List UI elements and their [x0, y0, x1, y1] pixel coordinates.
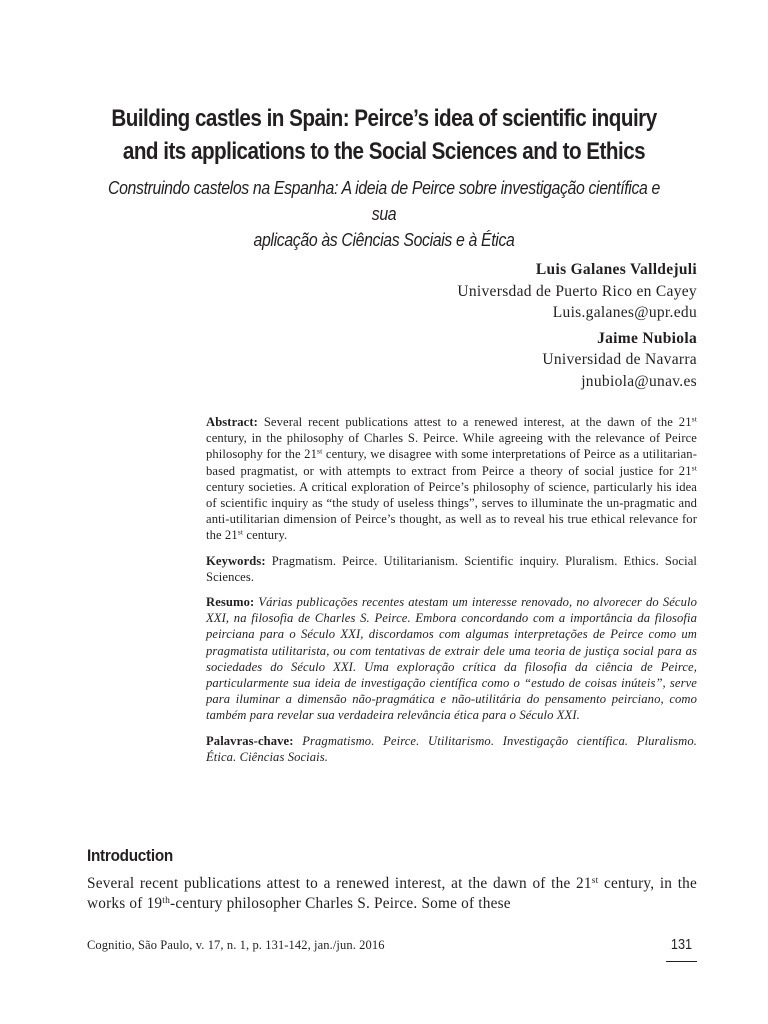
page-number: 131 — [670, 936, 693, 953]
palavras-chave-text: Pragmatismo. Peirce. Utilitarismo. Investigação científica. Pluralismo. Ética. Ciências Sociais. — [206, 733, 697, 764]
resumo-paragraph — [206, 594, 697, 724]
superscript: th — [162, 895, 171, 906]
keywords-text: Pragmatism. Peirce. Utilitarianism. Scientific inquiry. Pluralism. Ethics. Social Sciences. — [206, 553, 697, 584]
superscript: st — [237, 528, 244, 538]
abstract-text: century. — [243, 528, 288, 543]
page-number-rule — [666, 961, 697, 962]
abstract-section — [206, 414, 697, 765]
author-email[interactable]: jnubiola@unav.es — [581, 372, 697, 390]
article-title — [105, 102, 662, 168]
resumo-text: Várias publicações recentes atestam um interesse renovado, no alvorecer do Século XXI, na filosofia de Charles S. Peirce. Embora concordando com a importância da filosofia peirciana para o Século XXI, discordamos com algumas interpretações de Peirce como um pragmatista utilitarista, ou com tentativas de extrair dele uma teoria de justiça social para as sociedades do Século XXI. Uma exploração crítica da filosofia da ciência de Peirce, particularmente sua ideia de investigação científica como o “estudo de coisas inúteis”, serve para iluminar a dimensão não-pragmática e não-utilitária do pensamento peirciano, como também para revelar sua verdadeira relevância ética para o Século XXI. — [206, 595, 697, 723]
subtitle-line-1: Construindo castelos na Espanha: A ideia de Peirce sobre investigação científica e sua — [107, 178, 660, 224]
journal-citation: Cognitio, São Paulo, v. 17, n. 1, p. 131-142, jan./jun. 2016 — [87, 938, 385, 952]
body-text: Several recent publications attest to a renewed interest, at the dawn of the 21 — [87, 875, 592, 892]
author-name: Luis Galanes Valldejuli — [535, 261, 697, 278]
palavras-chave-paragraph — [206, 733, 697, 765]
superscript: st — [591, 875, 599, 886]
subtitle-line-2: aplicação às Ciências Sociais e à Ética — [253, 230, 515, 250]
section-heading-introduction: Introduction — [87, 846, 173, 865]
keywords-label: Keywords: — [206, 553, 266, 568]
author-affiliation: Universidad de Navarra — [542, 351, 697, 368]
author-email[interactable]: Luis.galanes@upr.edu — [552, 304, 697, 321]
abstract-text: century societies. A critical exploration of Peirce’s philosophy of science, particularly his idea of scientific inquiry as “the study of useless things”, serves to illuminate the un-pragmatic and anti-utilitarian dimension of Peirce’s thought, as well as to reveal his true ethical relevance for the 21 — [206, 479, 697, 543]
superscript: st — [691, 463, 697, 473]
abstract-text: century, in the philosophy of Charles S. Peirce. While agreeing with the relevance of Peirce philosophy for the 21 — [206, 431, 697, 462]
title-line-1: Building castles in Spain: Peirce’s idea of scientific inquiry — [111, 105, 657, 132]
superscript: st — [691, 414, 697, 424]
resumo-label: Resumo: — [206, 595, 255, 610]
title-line-2: and its applications to the Social Sciences and to Ethics — [122, 138, 646, 165]
palavras-chave-label: Palavras-chave: — [206, 733, 294, 748]
keywords-paragraph — [206, 553, 697, 585]
body-text: century, in the works of 19 — [87, 875, 697, 912]
abstract-text: Several recent publications attest to a renewed interest, at the dawn of the 21 — [257, 415, 692, 429]
abstract-text: century, we disagree with some interpretations of Peirce as a utilitarian-based pragmatist, or with attempts to extract from Peirce a theory of social justice for 21 — [206, 447, 697, 478]
author-block — [457, 259, 697, 392]
abstract-paragraph — [206, 414, 697, 544]
introduction-paragraph — [87, 874, 697, 913]
body-text: -century philosopher Charles S. Peirce. Some of these — [170, 894, 511, 912]
author-name: Jaime Nubiola — [597, 329, 697, 347]
abstract-label: Abstract: — [206, 415, 258, 429]
author-affiliation: Universdad de Puerto Rico en Cayey — [457, 282, 697, 300]
superscript: st — [316, 447, 323, 457]
article-subtitle — [99, 175, 669, 253]
